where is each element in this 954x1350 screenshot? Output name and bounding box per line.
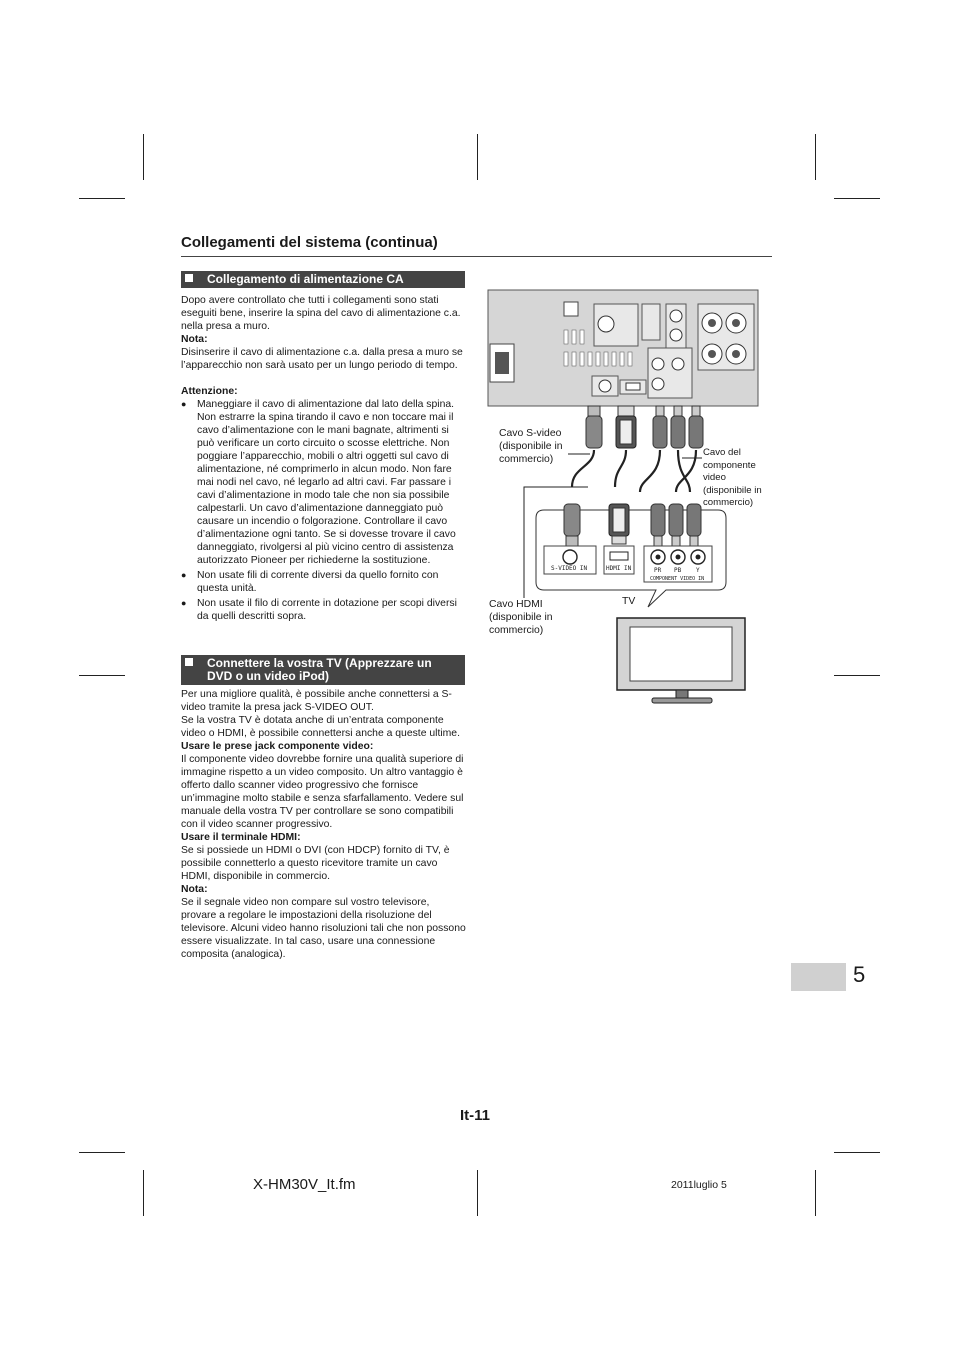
paragraph: Per una migliore qualità, è possibile anche connettersi a S-video tramite la presa jack S-VIDEO OUT. [181, 689, 452, 713]
warning-label: Attenzione: [181, 386, 238, 397]
crop-mark [815, 134, 816, 180]
square-bullet-icon [185, 274, 193, 282]
jack-label-y: Y [696, 567, 700, 574]
crop-mark [834, 198, 880, 199]
paragraph: Disinserire il cavo di alimentazione c.a. dalla presa a muro se l’apparecchio non sarà usato per un lungo periodo di tempo. [181, 347, 463, 371]
label-component-cable: Cavo del componente video (disponibile in commercio) [703, 447, 762, 508]
crop-mark [815, 1170, 816, 1216]
label-tv: TV [622, 596, 636, 607]
jack-label-pr: PR [654, 567, 662, 574]
paragraph: Se la vostra TV è dotata anche di un’entrata componente video o HDMI, è possibile connettersi anche a queste ultime. [181, 715, 460, 739]
jack-label-component: COMPONENT VIDEO IN [650, 576, 705, 582]
print-date: 2011luglio 5 [671, 1179, 727, 1191]
section-tv-body [181, 688, 467, 961]
jack-label-svideo: S-VIDEO IN [551, 565, 588, 572]
television-icon [617, 618, 745, 703]
crop-mark [143, 134, 144, 180]
crop-mark [143, 1170, 144, 1216]
page-number: It-11 [460, 1107, 491, 1124]
paragraph: Il componente video dovrebbe fornire una qualità superiore di immagine rispetto a un video composito. Un altro vantaggio è offerto dallo scanner video progressivo che fornisce un’immagine molto stabile e senza sfarfallamento. Vedere sul manuale della vostra TV per controllare se sono compatibili con il video scanner progressivo. [181, 754, 464, 830]
section-ca-heading: Collegamento di alimentazione CA [181, 271, 465, 288]
list-item: ● Maneggiare il cavo di alimentazione dal lato della spina. Non estrarre la spina tirando il cavo e non toccare mai il cavo d’alimentazione con le mani bagnate, altrimenti si può verificare un corto circuito o scosse elettriche. Non poggiare l’apparecchio, mobili o altri oggetti sul cavo di alimentazione, né comprimerlo in alcun modo. Non fare mai nodi nel cavo, né legarlo ad altri cavi. Far passare i cavi d’alimentazione in modo tale che non sia possibile calpestarli. Un cavo d’alimentazione danneggiato può causare un incendio o folgorazione. Controllare il cavo d’alimentazione ogni tanto. Se si dovesse trovare il cavo danneggiato, rivolgersi al più vicino centro di assistenza autorizzato Pioneer per richiederne la sostituzione. [181, 398, 467, 567]
chapter-tab [791, 963, 846, 991]
device-rear-panel [488, 290, 758, 406]
crop-mark [834, 1152, 880, 1153]
paragraph: Dopo avere controllato che tutti i collegamenti sono stati eseguiti bene, inserire la spina del cavo di alimentazione c.a. nella presa a muro. [181, 295, 461, 332]
title-rule [181, 256, 772, 257]
paragraph: Se il segnale video non compare sul vostro televisore, provare a regolare le impostazioni della risoluzione del televisore. Alcuni video hanno risoluzioni tali che non possono essere visualizzate. In tal caso, usare una connessione composita (analogica). [181, 897, 466, 960]
file-name: X-HM30V_It.fm [253, 1176, 356, 1193]
crop-mark [79, 1152, 125, 1153]
subheading: Usare il terminale HDMI: [181, 832, 301, 843]
page-title: Collegamenti del sistema (continua) [181, 234, 438, 251]
jack-label-hdmi: HDMI IN [606, 565, 632, 572]
jack-label-pb: PB [674, 567, 682, 574]
label-svideo-cable: Cavo S-video (disponibile in commercio) [499, 428, 563, 465]
crop-mark [79, 198, 125, 199]
paragraph: Se si possiede un HDMI o DVI (con HDCP) fornito di TV, è possibile connetterlo a questo ricevitore tramite un cavo HDMI, disponibile in commercio. [181, 845, 450, 882]
chapter-number: 5 [853, 962, 866, 987]
note-label: Nota: [181, 334, 208, 345]
crop-mark [477, 134, 478, 180]
upper-plugs [586, 406, 703, 448]
subheading: Usare le prese jack componente video: [181, 741, 374, 752]
cables [572, 450, 696, 492]
section-tv-heading: Connettere la vostra TV (Apprezzare un DVD o un video iPod) [181, 655, 465, 685]
label-hdmi-cable: Cavo HDMI (disponibile in commercio) [489, 599, 553, 636]
crop-mark [834, 675, 880, 676]
square-bullet-icon [185, 658, 193, 666]
section-ca-body [181, 294, 467, 623]
crop-mark [79, 675, 125, 676]
list-item: ● Non usate il filo di corrente in dotazione per scopi diversi da quelli descritti sopra. [181, 597, 467, 623]
crop-mark [477, 1170, 478, 1216]
note-label: Nota: [181, 884, 208, 895]
list-item: ● Non usate fili di corrente diversi da quello fornito con questa unità. [181, 569, 467, 595]
